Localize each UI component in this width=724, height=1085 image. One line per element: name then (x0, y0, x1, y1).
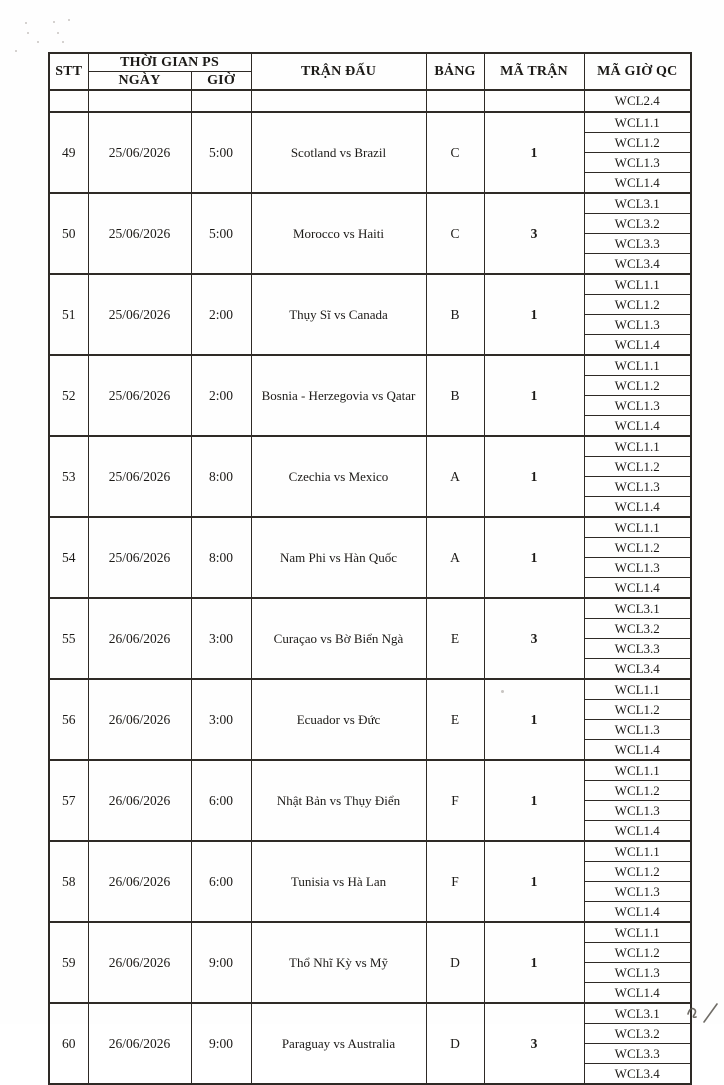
ad-time-code-cell: WCL1.1 (584, 517, 691, 538)
pen-speck (68, 19, 70, 21)
ad-time-code-cell: WCL1.2 (584, 700, 691, 720)
match-time: 6:00 (191, 760, 251, 841)
empty-cell (49, 90, 88, 112)
ad-time-code-cell: WCL1.1 (584, 841, 691, 862)
ad-time-code-cell: WCL3.1 (584, 598, 691, 619)
ad-time-code-cell: WCL3.2 (584, 619, 691, 639)
match-name: Paraguay vs Australia (251, 1003, 426, 1084)
match-time: 9:00 (191, 1003, 251, 1084)
match-number: 54 (49, 517, 88, 598)
pen-speck (62, 41, 64, 43)
match-name: Scotland vs Brazil (251, 112, 426, 193)
match-date: 25/06/2026 (88, 517, 191, 598)
match-number: 53 (49, 436, 88, 517)
col-header-group: BẢNG (426, 53, 484, 90)
match-number: 50 (49, 193, 88, 274)
ad-time-code-cell: WCL3.3 (584, 1044, 691, 1064)
match-time: 6:00 (191, 841, 251, 922)
empty-cell (251, 90, 426, 112)
match-group: A (426, 517, 484, 598)
match-date: 26/06/2026 (88, 922, 191, 1003)
match-time: 9:00 (191, 922, 251, 1003)
match-time: 8:00 (191, 436, 251, 517)
ad-time-code-cell: WCL1.4 (584, 740, 691, 761)
pen-speck (53, 21, 55, 23)
ad-time-code-cell: WCL1.4 (584, 416, 691, 437)
col-header-stt: STT (49, 53, 88, 90)
ad-time-code-cell: WCL1.3 (584, 801, 691, 821)
match-date: 26/06/2026 (88, 841, 191, 922)
ad-time-code-cell: WCL3.2 (584, 214, 691, 234)
pen-speck (37, 41, 39, 43)
ad-time-code-cell: WCL1.2 (584, 133, 691, 153)
ad-time-code-cell: WCL1.2 (584, 943, 691, 963)
match-number: 56 (49, 679, 88, 760)
ad-time-code-cell: WCL1.4 (584, 821, 691, 842)
match-code: 1 (484, 436, 584, 517)
match-number: 60 (49, 1003, 88, 1084)
col-header-time-group: THỜI GIAN PS (88, 53, 251, 72)
ad-time-code-cell: WCL1.3 (584, 882, 691, 902)
match-time: 2:00 (191, 274, 251, 355)
ad-time-code-cell: WCL1.2 (584, 457, 691, 477)
ad-time-code-cell: WCL1.4 (584, 497, 691, 518)
ad-time-code-cell: WCL1.3 (584, 153, 691, 173)
col-header-date: NGÀY (88, 72, 191, 91)
ad-time-code-cell: WCL1.4 (584, 902, 691, 923)
ad-time-code-cell: WCL1.2 (584, 862, 691, 882)
ad-time-code-cell: WCL3.1 (584, 1003, 691, 1024)
ad-time-code-cell: WCL1.3 (584, 720, 691, 740)
match-time: 8:00 (191, 517, 251, 598)
ad-time-code-cell: WCL1.2 (584, 538, 691, 558)
match-name: Morocco vs Haiti (251, 193, 426, 274)
col-header-match: TRẬN ĐẤU (251, 53, 426, 90)
match-number: 51 (49, 274, 88, 355)
match-group: E (426, 679, 484, 760)
ad-time-code-cell: WCL1.1 (584, 274, 691, 295)
match-name: Thụy Sĩ vs Canada (251, 274, 426, 355)
match-name: Tunisia vs Hà Lan (251, 841, 426, 922)
ad-time-code-cell: WCL1.1 (584, 760, 691, 781)
match-code: 3 (484, 598, 584, 679)
match-date: 26/06/2026 (88, 760, 191, 841)
match-number: 52 (49, 355, 88, 436)
match-code: 1 (484, 760, 584, 841)
match-group: A (426, 436, 484, 517)
ad-time-code-cell: WCL1.3 (584, 963, 691, 983)
ad-time-code-cell: WCL3.4 (584, 1064, 691, 1085)
match-date: 26/06/2026 (88, 679, 191, 760)
match-time: 5:00 (191, 193, 251, 274)
match-name: Thổ Nhĩ Kỳ vs Mỹ (251, 922, 426, 1003)
ad-time-code-cell: WCL1.4 (584, 983, 691, 1004)
ad-time-code-cell: WCL1.4 (584, 335, 691, 356)
match-number: 58 (49, 841, 88, 922)
ad-time-code-cell: WCL1.2 (584, 781, 691, 801)
match-date: 25/06/2026 (88, 436, 191, 517)
match-date: 25/06/2026 (88, 193, 191, 274)
match-time: 3:00 (191, 598, 251, 679)
ad-time-code-cell: WCL1.2 (584, 376, 691, 396)
ad-time-code-cell: WCL1.4 (584, 578, 691, 599)
match-code: 1 (484, 679, 584, 760)
ad-time-code-cell: WCL3.4 (584, 254, 691, 275)
match-date: 25/06/2026 (88, 112, 191, 193)
match-group: B (426, 274, 484, 355)
empty-cell (88, 90, 191, 112)
match-number: 57 (49, 760, 88, 841)
match-number: 59 (49, 922, 88, 1003)
ad-time-code-cell: WCL3.2 (584, 1024, 691, 1044)
ad-time-code-cell: WCL1.3 (584, 315, 691, 335)
match-name: Nam Phi vs Hàn Quốc (251, 517, 426, 598)
match-code: 3 (484, 1003, 584, 1084)
match-code: 1 (484, 517, 584, 598)
col-header-ad-code: MÃ GIỜ QC (584, 53, 691, 90)
match-group: D (426, 1003, 484, 1084)
ad-time-code-cell: WCL1.1 (584, 112, 691, 133)
match-time: 5:00 (191, 112, 251, 193)
ad-time-code-cell: WCL3.1 (584, 193, 691, 214)
ad-time-code-cell: WCL3.4 (584, 659, 691, 680)
match-code: 1 (484, 922, 584, 1003)
ad-time-code-cell: WCL1.1 (584, 436, 691, 457)
match-time: 3:00 (191, 679, 251, 760)
match-group: C (426, 112, 484, 193)
match-name: Nhật Bản vs Thụy Điển (251, 760, 426, 841)
ad-time-code-cell: WCL1.3 (584, 477, 691, 497)
empty-cell (426, 90, 484, 112)
match-code: 1 (484, 274, 584, 355)
match-code: 1 (484, 841, 584, 922)
match-name: Bosnia - Herzegovia vs Qatar (251, 355, 426, 436)
match-group: C (426, 193, 484, 274)
ad-time-code-cell: WCL1.1 (584, 922, 691, 943)
ad-time-code-cell: WCL1.1 (584, 355, 691, 376)
match-name: Curaçao vs Bờ Biển Ngà (251, 598, 426, 679)
empty-cell (191, 90, 251, 112)
match-date: 25/06/2026 (88, 355, 191, 436)
match-group: F (426, 760, 484, 841)
ad-time-code-cell: WCL2.4 (584, 90, 691, 112)
pen-speck (15, 50, 17, 52)
handwritten-mark (684, 998, 724, 1024)
match-date: 26/06/2026 (88, 1003, 191, 1084)
match-time: 2:00 (191, 355, 251, 436)
match-group: D (426, 922, 484, 1003)
ad-time-code-cell: WCL1.2 (584, 295, 691, 315)
match-code: 3 (484, 193, 584, 274)
match-name: Czechia vs Mexico (251, 436, 426, 517)
ad-time-code-cell: WCL1.3 (584, 396, 691, 416)
col-header-time: GIỜ (191, 72, 251, 91)
match-date: 25/06/2026 (88, 274, 191, 355)
pen-speck (57, 32, 59, 34)
ad-time-code-cell: WCL1.3 (584, 558, 691, 578)
pen-speck (27, 32, 29, 34)
match-date: 26/06/2026 (88, 598, 191, 679)
ad-time-code-cell: WCL3.3 (584, 234, 691, 254)
ad-time-code-cell: WCL3.3 (584, 639, 691, 659)
match-group: E (426, 598, 484, 679)
ad-time-code-cell: WCL1.1 (584, 679, 691, 700)
broadcast-schedule-table (48, 52, 692, 1085)
match-group: B (426, 355, 484, 436)
empty-cell (484, 90, 584, 112)
pen-speck (25, 22, 27, 24)
match-code: 1 (484, 355, 584, 436)
match-name: Ecuador vs Đức (251, 679, 426, 760)
match-number: 49 (49, 112, 88, 193)
ad-time-code-cell: WCL1.4 (584, 173, 691, 194)
match-code: 1 (484, 112, 584, 193)
match-group: F (426, 841, 484, 922)
col-header-match-code: MÃ TRẬN (484, 53, 584, 90)
match-number: 55 (49, 598, 88, 679)
